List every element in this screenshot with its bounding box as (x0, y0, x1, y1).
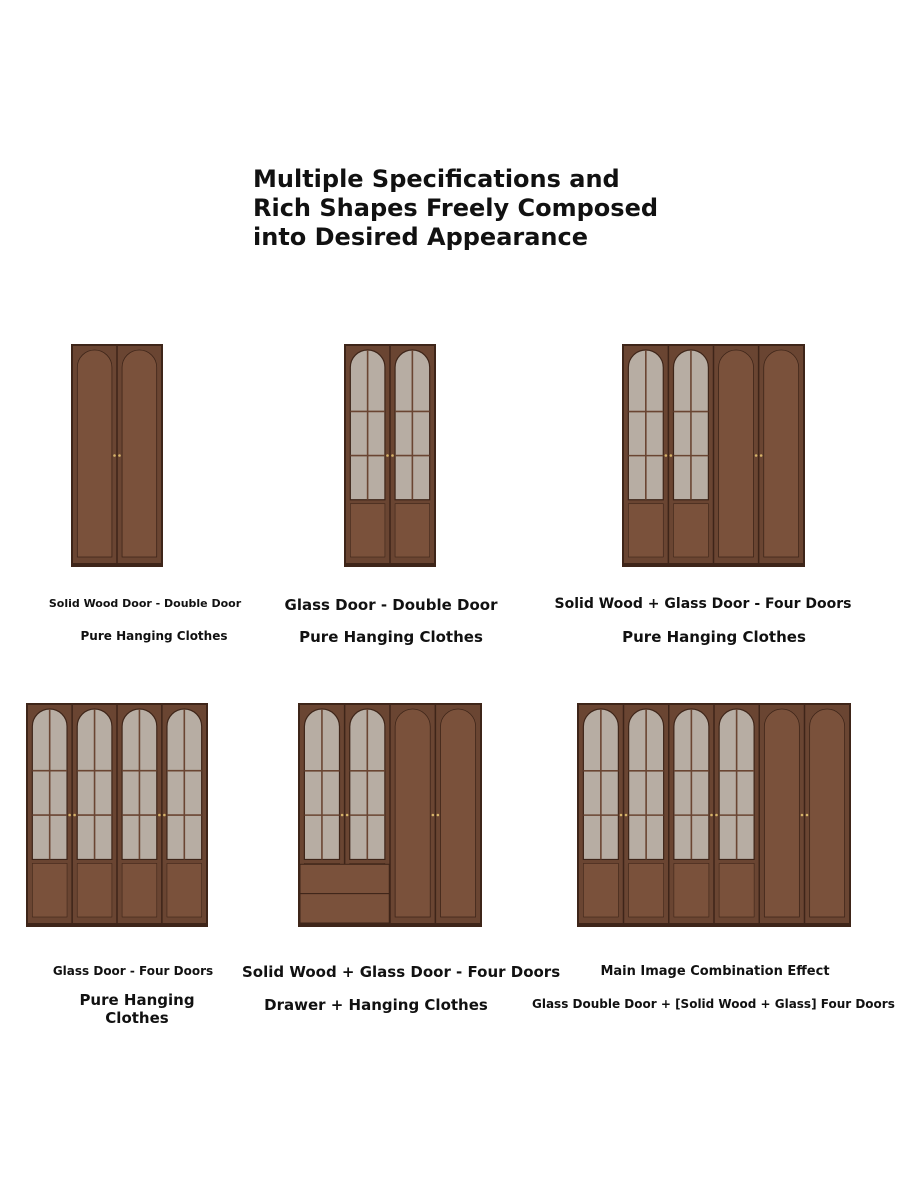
door-knob (163, 814, 166, 817)
lower-panel (719, 863, 754, 917)
door-knob (346, 814, 349, 817)
lower-panel (673, 504, 708, 557)
wardrobe-drawing (622, 344, 805, 567)
door-knob (625, 814, 628, 817)
lower-panel (674, 863, 709, 917)
door-knob (68, 814, 71, 817)
door-knob (391, 454, 394, 457)
lower-panel (77, 863, 112, 917)
caption-sub-w2: Pure Hanging Clothes (299, 628, 483, 646)
wardrobe-drawing (71, 344, 163, 567)
wardrobe-solid-glass-four (622, 344, 805, 567)
caption-title-w1: Solid Wood Door - Double Door (48, 597, 242, 610)
door-knob (113, 454, 116, 457)
lower-panel (350, 504, 385, 557)
caption-title-w5: Solid Wood + Glass Door - Four Doors (242, 963, 561, 981)
lower-panel (395, 504, 430, 557)
drawer (300, 894, 389, 923)
door-knob (432, 814, 435, 817)
lower-panel (583, 863, 618, 917)
door-knob (341, 814, 344, 817)
wardrobe-glass-double (344, 344, 436, 567)
caption-sub-w4-line2: Clothes (105, 1009, 169, 1027)
arched-panel (719, 350, 754, 557)
wardrobe-glass-four (26, 703, 208, 927)
drawer (300, 864, 389, 893)
lower-panel (32, 863, 67, 917)
arched-panel (441, 709, 476, 917)
lower-panel (167, 863, 202, 917)
door-knob (620, 814, 623, 817)
arched-panel (395, 709, 430, 917)
caption-sub-w6: Glass Double Door + [Solid Wood + Glass] Four Doors (532, 997, 895, 1011)
arched-panel (764, 350, 799, 557)
door-knob (801, 814, 804, 817)
door-knob (73, 814, 76, 817)
wardrobe-drawer-four (298, 703, 482, 927)
door-knob (118, 454, 121, 457)
door-knob (158, 814, 161, 817)
headline-line-3: into Desired Appearance (253, 223, 589, 251)
caption-sub-w3: Pure Hanging Clothes (622, 628, 806, 646)
wardrobe-combination (577, 703, 851, 927)
caption-title-w3: Solid Wood + Glass Door - Four Doors (554, 596, 852, 612)
door-knob (755, 454, 758, 457)
arched-panel (810, 709, 845, 917)
caption-title-w4: Glass Door - Four Doors (52, 964, 214, 978)
lower-panel (122, 863, 157, 917)
wardrobe-drawing (26, 703, 208, 927)
wardrobe-solid-double (71, 344, 163, 567)
headline-line-1: Multiple Specifications and (253, 165, 620, 193)
lower-panel (629, 863, 664, 917)
door-knob (386, 454, 389, 457)
caption-sub-w4-line1: Pure Hanging (79, 991, 195, 1009)
arched-panel (764, 709, 799, 917)
lower-panel (628, 504, 663, 557)
headline-line-2: Rich Shapes Freely Composed (253, 194, 659, 222)
door-knob (760, 454, 763, 457)
door-knob (665, 454, 668, 457)
door-knob (437, 814, 440, 817)
arched-panel (77, 350, 112, 557)
arched-panel (122, 350, 157, 557)
headline (253, 165, 673, 252)
door-knob (710, 814, 713, 817)
caption-sub-w5: Drawer + Hanging Clothes (264, 996, 488, 1014)
door-knob (670, 454, 673, 457)
wardrobe-drawing (298, 703, 482, 927)
wardrobe-drawing (344, 344, 436, 567)
caption-sub-w1: Pure Hanging Clothes (80, 629, 228, 643)
wardrobe-drawing (577, 703, 851, 927)
door-knob (715, 814, 718, 817)
door-knob (806, 814, 809, 817)
caption-title-w2: Glass Door - Double Door (284, 596, 498, 614)
caption-title-w6: Main Image Combination Effect (600, 964, 830, 979)
